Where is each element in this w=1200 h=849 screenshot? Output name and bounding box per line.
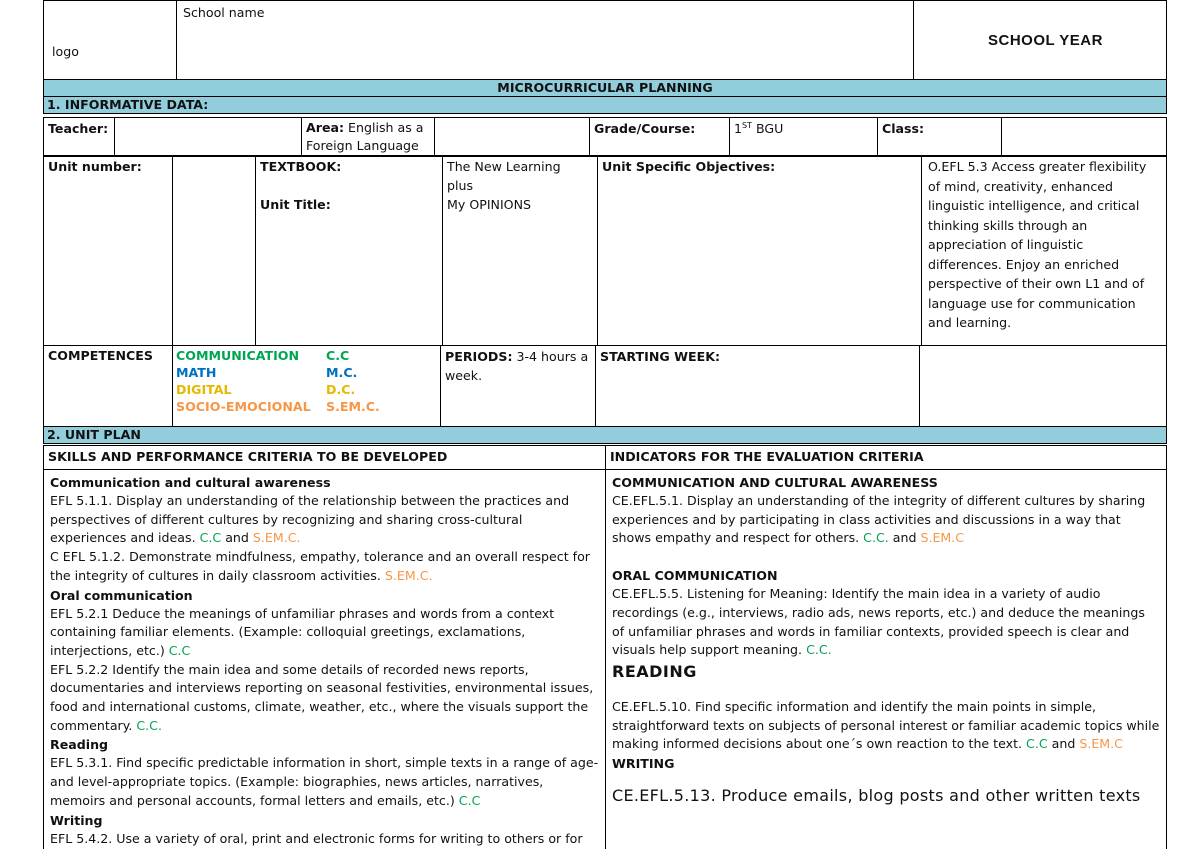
skills-heading-communication: Communication and cultural awareness [50,475,331,490]
area-label: Area: [306,120,345,135]
unit-row-table [43,155,1167,346]
starting-week-value-cell [920,346,1167,427]
textbook-line1: The New Learning [447,159,561,174]
unit-plan-band: 2. UNIT PLAN [44,427,1167,444]
school-name-label: School name [183,5,265,20]
skills-item: C EFL 5.1.2. Demonstrate mindfulness, empathy, tolerance and an overall respect for the integrity of cultures in daily classroom activities. S.EM.C. [50,549,590,583]
title-table [43,79,1167,114]
informative-data-band: 1. INFORMATIVE DATA: [44,97,1167,114]
competences-list-cell [173,346,441,427]
grade-value-sup: ST [742,120,752,130]
skills-heading-writing: Writing [50,812,103,828]
textbook-line3: My OPINIONS [447,197,532,212]
logo-text: logo [52,44,79,59]
class-label-cell [878,118,1002,157]
objectives-text: O.EFL 5.3 Access greater flexibility of mind, creativity, enhanced linguistic intelligence, and critical thinking skills through an appreciation of linguistic differences. Enjoy an enriched perspective of their own L1 and of language use for communication and learning. [928,159,1147,330]
skills-item: EFL 5.3.1. Find specific predictable information in short, simple texts in a range of age-and level-appropriate topics. (Example: biographies, news articles, narratives, memoirs and personal accounts, formal letters and emails, etc.) C.C [50,755,599,808]
skills-item: EFL 5.2.1 Deduce the meanings of unfamiliar phrases and words from a context containing familiar elements. (Example: colloquial greetings, exclamations, interjections, etc.) C.C [50,605,555,658]
skills-header: SKILLS AND PERFORMANCE CRITERIA TO BE DEVELOPED [44,446,606,470]
indicators-heading-reading: READING [612,661,697,681]
area-cell [302,118,435,157]
skills-item: EFL 5.2.2 Identify the main idea and some details of recorded news reports, documentaries and interviews reporting on seasonal festivities, environmental issues, food and international customs, climate, weather, etc., where the visuals support the commentary. C.C. [50,661,594,733]
periods-cell [441,346,596,427]
indicators-cell [606,470,1167,849]
starting-week-label: STARTING WEEK: [600,349,720,364]
header-table [43,0,1167,80]
competence-communication: COMMUNICATION C.C [176,348,350,363]
unit-number-value-cell [173,156,256,346]
competence-socio-emocional: SOCIO-EMOCIONAL S.EM.C. [176,399,380,414]
unit-plan-table [43,445,1167,849]
grade-value-rest: BGU [751,121,784,136]
grade-value-cell [730,118,878,157]
grade-label-cell [590,118,730,157]
periods-value: 3-4 hours a week. [445,349,589,383]
area-value: English as a Foreign Language [306,120,424,153]
page-title: MICROCURRICULAR PLANNING [44,80,1167,97]
indicators-header: INDICATORS FOR THE EVALUATION CRITERIA [606,446,1167,470]
indicators-heading-communication: COMMUNICATION AND CULTURAL AWARENESS [612,475,938,490]
teacher-label-cell [44,118,115,157]
class-label: Class: [882,121,925,136]
competences-label-cell [44,346,173,427]
indicators-item: CE.EFL.5.1. Display an understanding of the integrity of different cultures by sharing experiences and by participating in class activities and discussions in a way that shows empathy and respect for others. C.C. and S.EM.C [612,493,1146,546]
indicators-heading-writing: WRITING [612,756,675,772]
school-name-cell [177,1,914,80]
objectives-text-cell [922,156,1167,346]
objectives-label: Unit Specific Objectives: [602,159,776,174]
competence-digital: DIGITAL D.C. [176,382,356,397]
school-year-cell [914,1,1167,80]
skills-cell [44,470,606,849]
skills-heading-reading: Reading [50,737,109,753]
logo-cell [44,1,177,80]
skills-item: EFL 5.4.2. Use a variety of oral, print and electronic forms for writing to others or for [50,830,583,846]
skills-heading-oral: Oral communication [50,587,193,603]
periods-label: PERIODS: [445,349,513,364]
starting-week-cell [596,346,920,427]
class-value-cell [1002,118,1167,157]
textbook-label: TEXTBOOK: [260,159,342,174]
textbook-line2: plus [447,178,474,193]
textbook-value-cell [443,156,598,346]
competences-label: COMPETENCES [48,348,153,363]
indicators-item: CE.EFL.5.13. Produce emails, blog posts and other written texts [612,786,1141,806]
teacher-row-table [43,117,1167,157]
grade-label: Grade/Course: [594,121,696,136]
textbook-cell [256,156,443,346]
skills-item: EFL 5.1.1. Display an understanding of the relationship between the practices and perspectives of different cultures by recognizing and sharing cross-cultural experiences and ideas. C.C and S.EM.C. [50,493,570,546]
competences-row-table [43,345,1167,427]
objectives-label-cell [598,156,922,346]
grade-value-num: 1 [734,121,743,136]
teacher-label: Teacher: [48,121,109,136]
unit-number-label: Unit number: [48,159,142,174]
indicators-item: CE.EFL.5.5. Listening for Meaning: Identify the main idea in a variety of audio recordings (e.g., interviews, radio ads, news reports, etc.) and deduce the meanings of unfamiliar phrases and words in familiar contexts, provided speech is clear and visuals help support meaning. C.C. [612,586,1145,658]
unit-plan-band-table [43,426,1167,444]
indicators-item: CE.EFL.5.10. Find specific information and identify the main points in simple, straightforward texts on subjects of personal interest or familiar academic topics while making informed decisions about one´s own reaction to the text. C.C and S.EM.C [612,698,1160,752]
teacher-value-cell [115,118,302,157]
area-blank-cell [435,118,590,157]
competence-math: MATH M.C. [176,365,358,380]
indicators-heading-oral: ORAL COMMUNICATION [612,568,778,584]
school-year-label: SCHOOL YEAR [988,31,1103,49]
unit-number-label-cell [44,156,173,346]
unit-title-label: Unit Title: [260,197,331,212]
